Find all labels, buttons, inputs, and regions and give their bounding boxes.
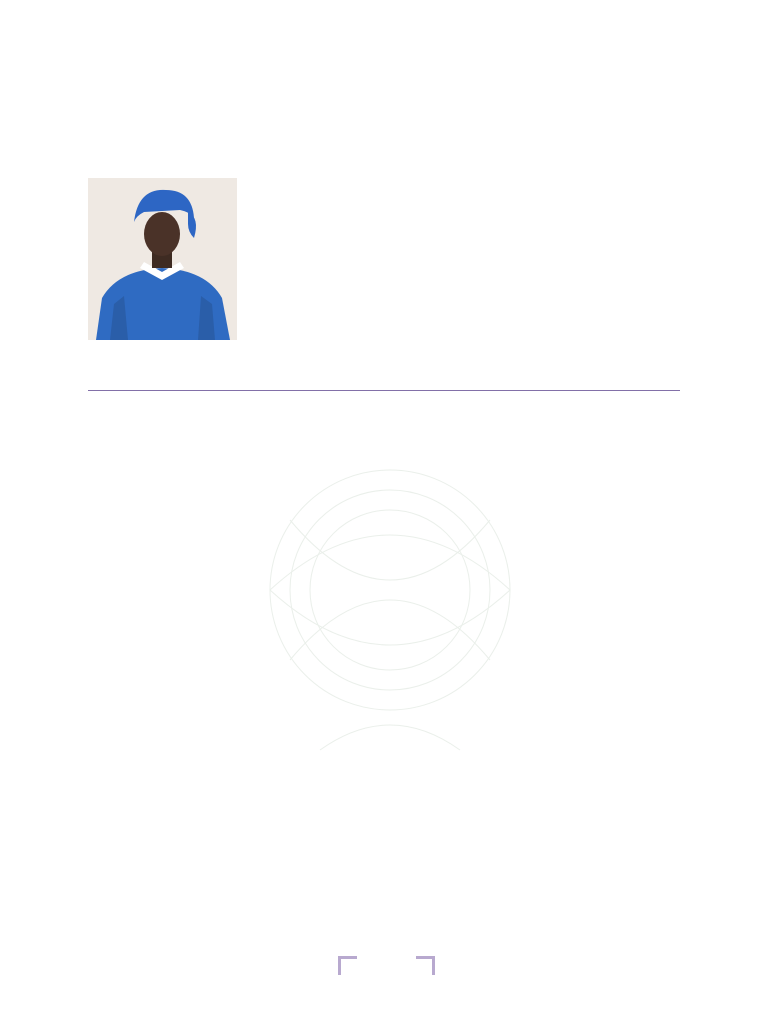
watermark-emblem bbox=[230, 420, 550, 840]
corner-mark-left bbox=[338, 956, 357, 975]
place-of-issue-row bbox=[88, 347, 680, 391]
ksa-visa-logo bbox=[86, 92, 176, 167]
corner-mark-right bbox=[416, 956, 435, 975]
applicant-photo bbox=[88, 178, 237, 340]
application-barcode bbox=[283, 716, 515, 738]
